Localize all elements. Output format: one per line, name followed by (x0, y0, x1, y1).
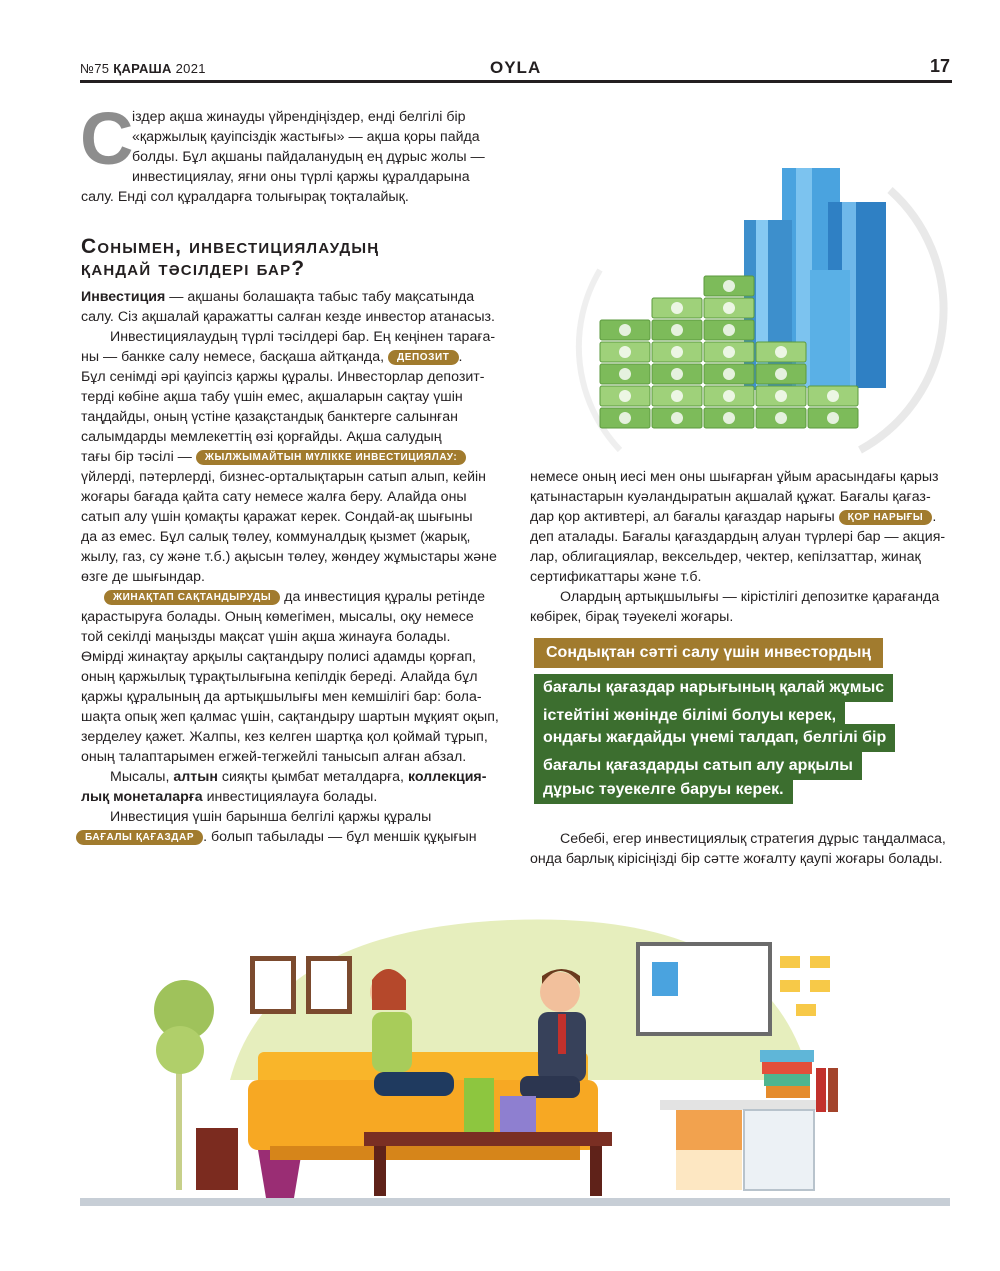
text-line: жылу, газ, су және т.б.) ақысын төлеу, жөндеу жұмыстары және (81, 549, 497, 565)
text-line: оның талаптарымен егжей-тегжейлі танысып алған абзал. (81, 749, 467, 765)
text-line: Өмірді жинақтау арқылы сақтандыру полисі адамды қорғап, (81, 649, 476, 665)
intro-line: инвестициялау, яғни оны түрлі қаржы құралдарына (132, 169, 470, 185)
text-line: сертификаттары және т.б. (530, 569, 702, 585)
text-line: немесе оның иесі мен оны шығарған ұйым арасындағы қарыз (530, 469, 939, 485)
text-line: лар, облигациялар, вексельдер, чектер, кепілзаттар, жинақ (530, 549, 921, 565)
text-line: Инвестиция — ақшаны болашақта табыс табу мақсатында (81, 289, 475, 305)
pull-quote-line: бағалы қағаздар нарығының қалай жұмыс (534, 674, 893, 702)
text-line: тағы бір тәсілі — ЖЫЛЖЫМАЙТЫН МҮЛІККЕ ИНВЕСТИЦИЯЛАУ: (81, 447, 466, 467)
text-line: өзге де шығындар. (81, 569, 205, 585)
text-line: зерделеу қажет. Жалпы, кез келген шартқа қол қоймай тұрып, (81, 729, 488, 745)
office-illustration (80, 900, 950, 1210)
tag-stock-market: ҚОР НАРЫҒЫ (839, 510, 933, 525)
intro-line: «қаржылық қауіпсіздік жастығы» — ақша қоры пайда (132, 129, 480, 145)
tag-real-estate: ЖЫЛЖЫМАЙТЫН МҮЛІККЕ ИНВЕСТИЦИЯЛАУ: (196, 450, 466, 465)
text-line: ЖИНАҚТАП САҚТАНДЫРУДЫ да инвестиция құралы ретінде (104, 587, 485, 607)
intro-line: болды. Бұл ақшаны пайдаланудың ең дұрыс жолы — (132, 149, 485, 165)
text-line: салымдарды мемлекеттің өзі қорғайды. Ақша салудың (81, 429, 442, 445)
text-line: қарастыруға болады. Оның көмегімен, мысалы, оқу немесе (81, 609, 474, 625)
text-line: Мысалы, алтын сияқты қымбат металдарға, коллекция- (110, 769, 487, 785)
text-line: қаржы құралының да артықшылығы мен кемшілігі бар: бола- (81, 689, 482, 705)
text-line: деп аталады. Бағалы қағаздардың алуан түрлері бар — акция- (530, 529, 946, 545)
text-line: жоғары бағада қайта сату немесе жалға беру. Алайда оны (81, 489, 467, 505)
text-line: Олардың артықшылығы — кірістілігі депозитке қарағанда (560, 589, 940, 605)
text-line: оның қаржылық тұрақтылығына кепілдік береді. Алайда бұл (81, 669, 478, 685)
text-line: Инвестиция үшін барынша белгілі қаржы құралы (110, 809, 432, 825)
text-line: салу. Сіз ақшалай қаражатты салған кезде инвестор атанасыз. (81, 309, 495, 325)
text-line: лық монеталарға инвестициялауға болады. (81, 789, 378, 805)
drop-cap: С (80, 97, 134, 180)
sticky-notes-icon (780, 956, 830, 1016)
text-line: БАҒАЛЫ ҚАҒАЗДАР . болып табылады — бұл меншік құқығын (76, 827, 477, 847)
intro-line: салу. Енді сол құралдарға толығырақ тоқталайық. (81, 189, 409, 205)
pull-quote-line: бағалы қағаздарды сатып алу арқылы (534, 752, 862, 780)
issue-info: №75 ҚАРАША 2021 (80, 61, 206, 76)
section-heading: Сонымен, инвестициялаудың қандай тәсілдері бар? (81, 235, 380, 280)
pull-quote-line: дұрыс тәуекелге баруы керек. (534, 776, 793, 804)
potted-tree-icon (154, 980, 238, 1190)
tag-savings-insurance: ЖИНАҚТАП САҚТАНДЫРУДЫ (104, 590, 280, 605)
magazine-logo: OYLA (490, 58, 542, 77)
pull-quote-line: ондағы жағдайды үнемі талдап, белгілі бір (534, 724, 895, 752)
text-line: көбірек, бірақ тәуекелі жоғары. (530, 609, 734, 625)
text-line: да аз емес. Бұл салық төлеу, коммуналдық қызмет (жарық, (81, 529, 471, 545)
text-line: дар қор активтері, ал бағалы қағаздар нарығы ҚОР НАРЫҒЫ . (530, 509, 937, 525)
text-line: ны — банкке салу немесе, басқаша айтқанда, ДЕПОЗИТ . (81, 349, 463, 365)
pull-quote-line: істейтіні жөнінде білімі болуы керек, (534, 702, 845, 730)
text-line: онда барлық кірісіңізді бір сәтте жоғалту қаупі жоғары болады. (530, 851, 943, 867)
text-line: Бұл сенімді әрі қауіпсіз қаржы құралы. Инвесторлар депозит- (81, 369, 485, 385)
text-line: той секілді маңызды мақсат үшін ақша жинауға болады. (81, 629, 451, 645)
tag-securities: БАҒАЛЫ ҚАҒАЗДАР (76, 830, 203, 845)
floor-line (80, 1198, 950, 1206)
text-line: таңдайды, оның үстіне қазақстандық банктерге салынған (81, 409, 458, 425)
text-line: Себебі, егер инвестициялық стратегия дұрыс таңдалмаса, (560, 831, 946, 847)
text-line: үйлерді, пәтерлерді, бизнес-орталықтарын сатып алып, кейін (81, 469, 486, 485)
text-line: Инвестициялаудың түрлі тәсілдері бар. Ең кеңінен тарағa- (110, 329, 496, 345)
text-line: шақта опық жеп қалмас үшін, сақтандыру шартын мұқият оқып, (81, 709, 499, 725)
pull-quote-title: Сондықтан сәтті салу үшін инвестордың (534, 638, 883, 668)
page-number: 17 (929, 56, 950, 76)
intro-line: іздер ақша жинауды үйрендіңіздер, енді белгілі бір (132, 109, 466, 125)
text-line: сатып алу үшін қомақты қаражат керек. Сондай-ақ шығыны (81, 509, 473, 525)
text-line: терді көбіне ақша табу үшін емес, ақшаларын сақтау үшін (81, 389, 463, 405)
presentation-board-icon (638, 944, 770, 1034)
tag-deposit: ДЕПОЗИТ (388, 350, 459, 365)
text-line: қатынастарын куәландыратын ақшалай құжат. Бағалы қағаз- (530, 489, 931, 505)
